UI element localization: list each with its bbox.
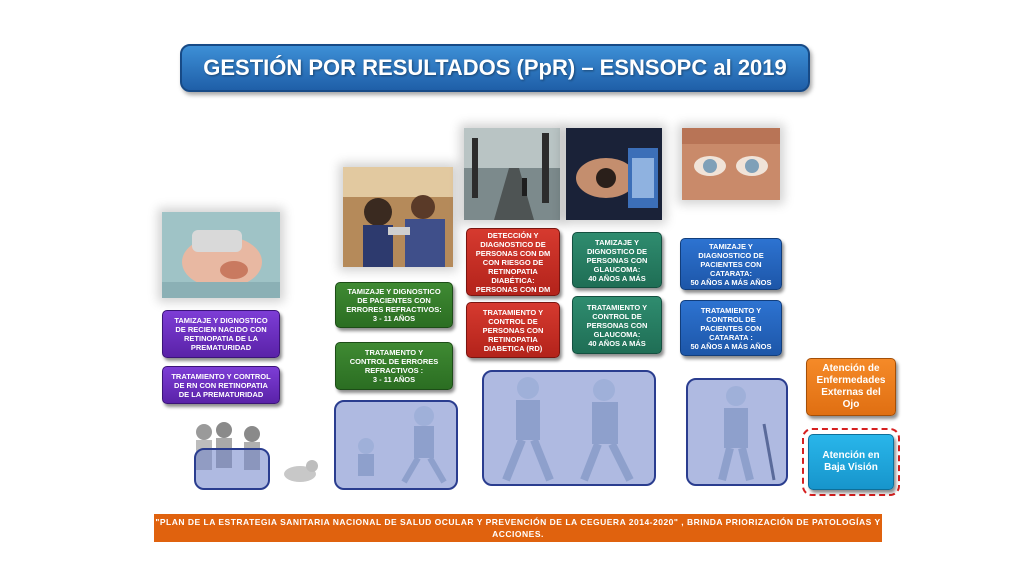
rop-treatment-box: TRATAMIENTO Y CONTROL DE RN CON RETINOPATIA DE LA PREMATURIDAD xyxy=(162,366,280,404)
page-title: GESTIÓN POR RESULTADOS (PpR) – ESNSOPC al 2019 xyxy=(203,55,787,80)
diabetic-retinopathy-detection-box: DETECCIÓN Y DIAGNOSTICO DE PERSONAS CON DM CON RIESGO DE RETINOPATIA DIABÉTICA: PERSONAS CON DM xyxy=(466,228,560,296)
refractive-screening-box: TAMIZAJE Y DIGNOSTICO DE PACIENTES CON ERRORES REFRACTIVOS: 3 - 11 AÑOS xyxy=(335,282,453,328)
refractive-treatment-box: TRATAMENTO Y CONTROL DE ERRORES REFRACTIVOS : 3 - 11 AÑOS xyxy=(335,342,453,390)
road-scene-photo xyxy=(464,128,560,220)
glaucoma-screening-box: TAMIZAJE Y DIGNOSTICO DE PERSONAS CON GLAUCOMA: 40 AÑOS A MÁS xyxy=(572,232,662,288)
rop-screening-box: TAMIZAJE Y DIGNOSTICO DE RECIEN NACIDO CON RETINOPATIA DE LA PREMATURIDAD xyxy=(162,310,280,358)
adult-figures-frame xyxy=(482,370,656,486)
elderly-figure-frame xyxy=(686,378,788,486)
glaucoma-treatment-box: TRATAMIENTO Y CONTROL DE PERSONAS CON GLAUCOMA: 40 AÑOS A MÁS xyxy=(572,296,662,354)
cataract-eyes-photo xyxy=(682,128,780,200)
diabetic-retinopathy-treatment-box: TRATAMIENTO Y CONTROL DE PERSONAS CON RETINOPATIA DIABETICA (RD) xyxy=(466,302,560,358)
external-diseases-box: Atención de Enfermedades Externas del Ojo xyxy=(806,358,896,416)
child-figures-frame xyxy=(334,400,458,490)
premature-baby-photo xyxy=(162,212,280,298)
eye-exam-photo xyxy=(566,128,662,220)
cataract-screening-box: TAMIZAJE Y DIAGNOSTICO DE PACIENTES CON CATARATA: 50 AÑOS A MÁS AÑOS xyxy=(680,238,782,290)
title-banner xyxy=(180,44,810,92)
low-vision-box: Atención en Baja Visión xyxy=(808,434,894,490)
footer-banner: "PLAN DE LA ESTRATEGIA SANITARIA NACIONAL DE SALUD OCULAR Y PREVENCIÓN DE LA CEGUERA 2014-2020" , BRINDA PRIORIZACIÓN DE PATOLOGÍAS Y ACCIONES. xyxy=(154,514,882,542)
child-eye-exam-photo xyxy=(343,167,453,267)
cataract-treatment-box: TRATAMIENTO Y CONTROL DE PACIENTES CON CATARATA : 50 AÑOS A MÁS AÑOS xyxy=(680,300,782,356)
newborn-frame xyxy=(194,448,270,490)
